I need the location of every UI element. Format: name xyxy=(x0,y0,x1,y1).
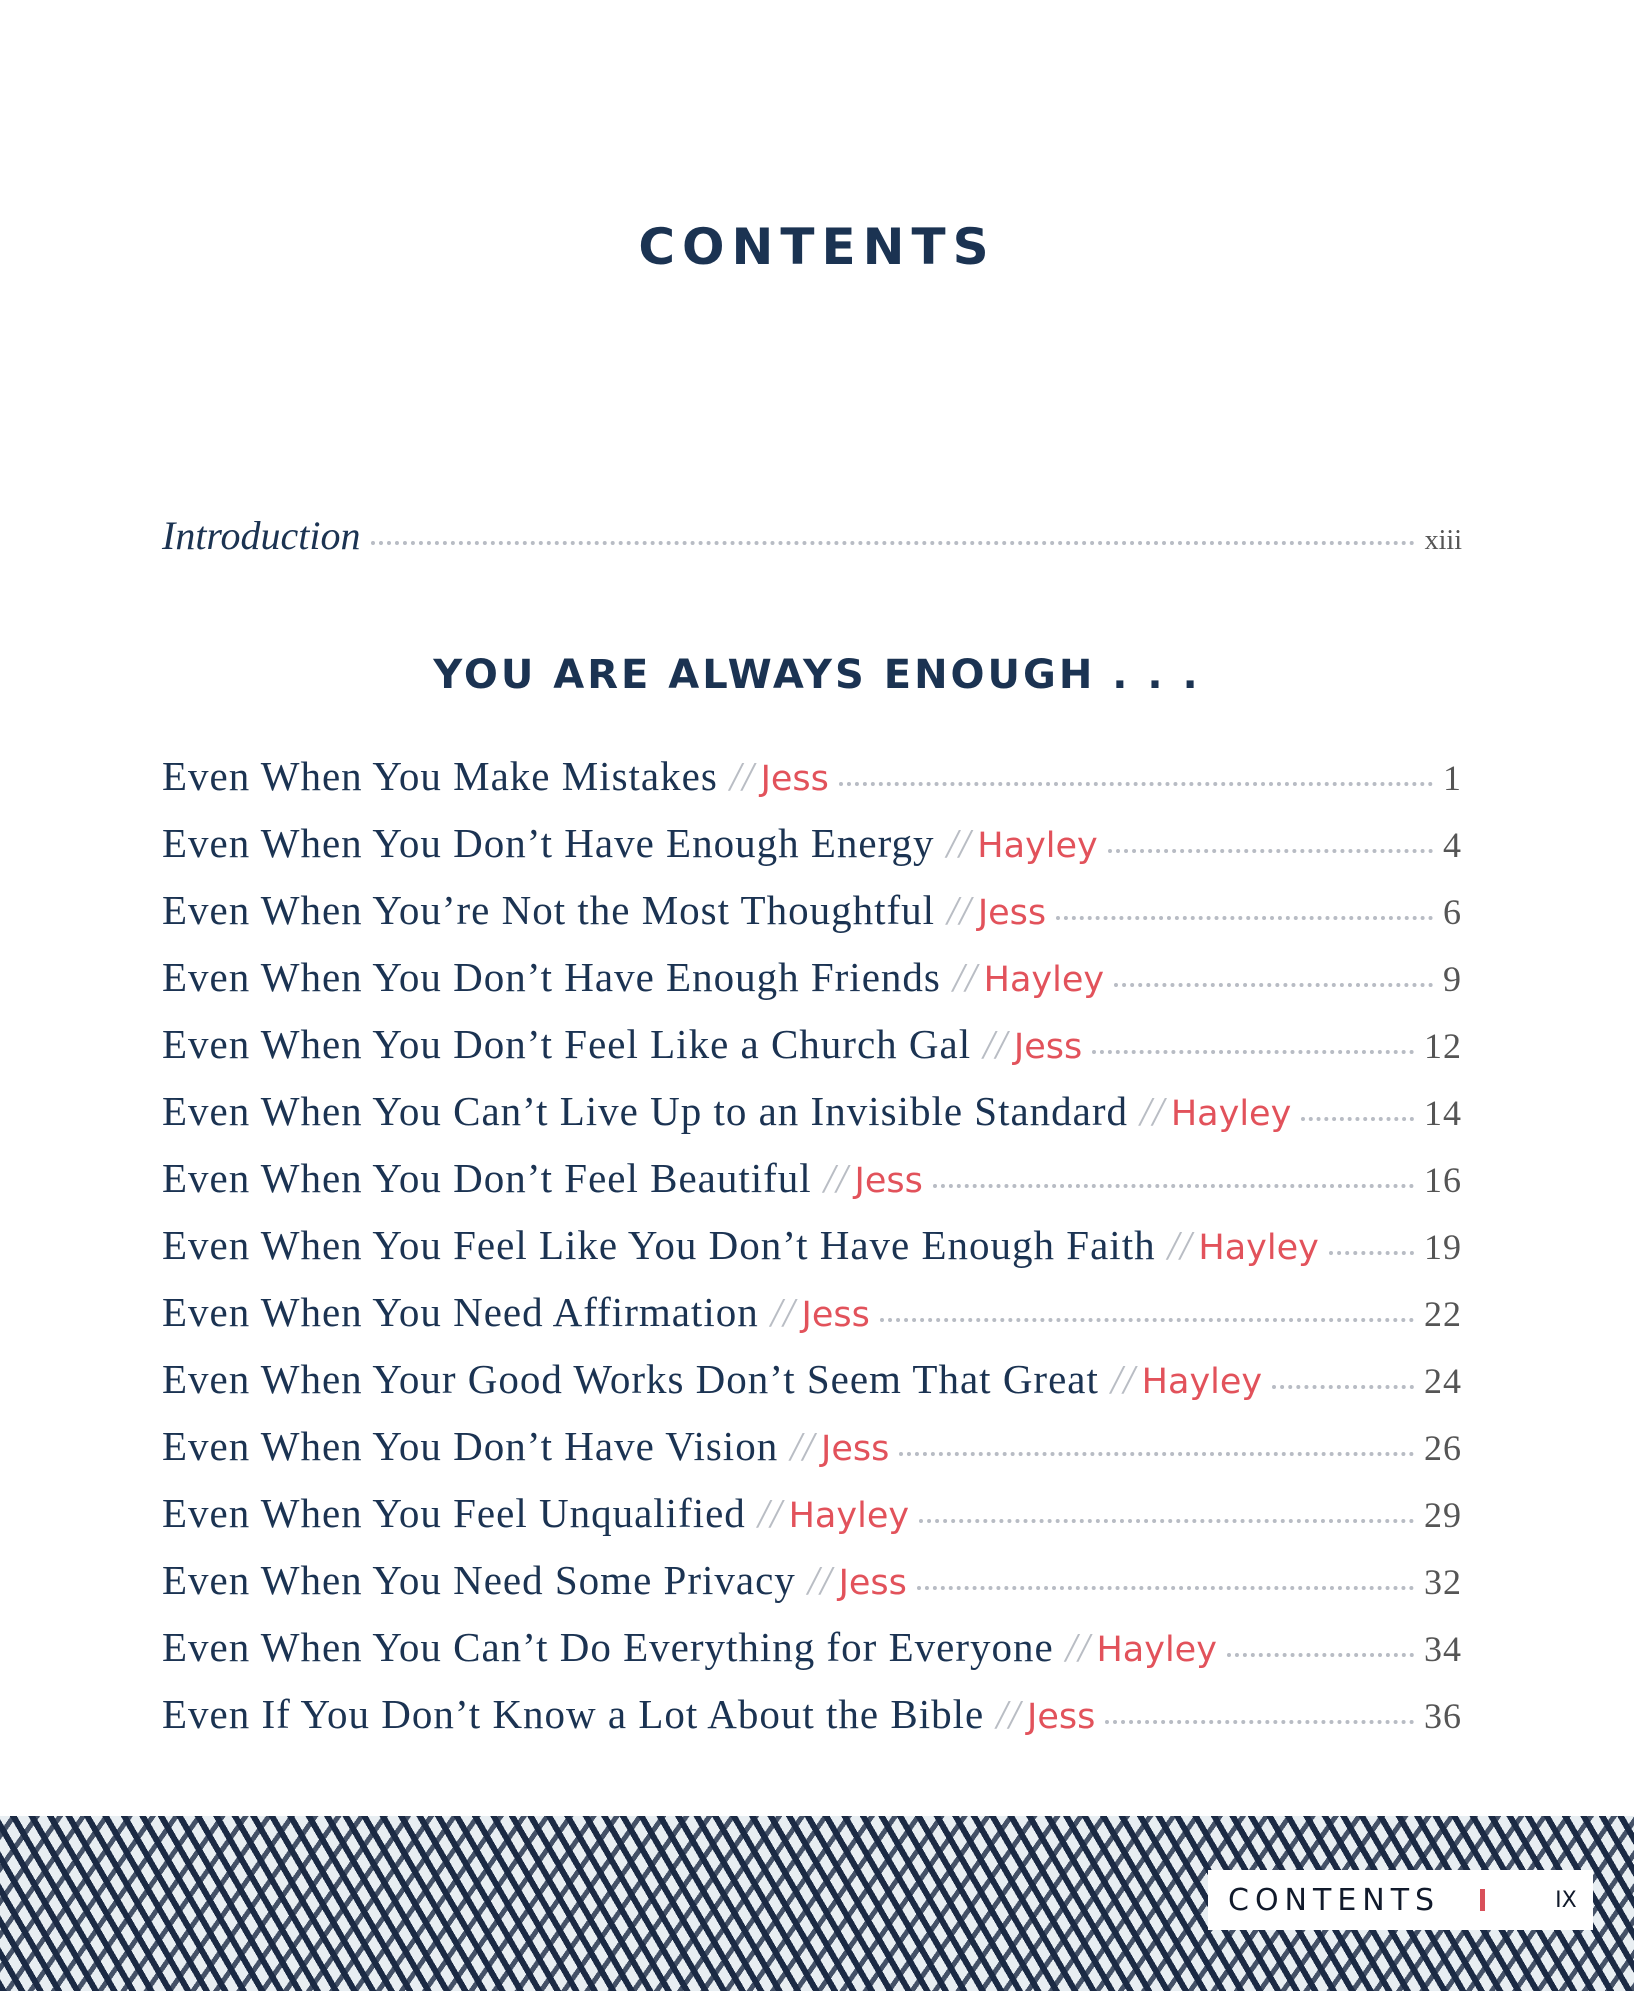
dot-leader xyxy=(899,1452,1414,1456)
footer-divider xyxy=(1480,1889,1485,1911)
entry-title: Even When You Can’t Live Up to an Invisible Standard xyxy=(162,1088,1129,1134)
dot-leader xyxy=(917,1586,1414,1590)
entry-page: 24 xyxy=(1424,1361,1462,1401)
toc-entry-introduction[interactable] xyxy=(162,512,1462,559)
entry-title: Even When You Don’t Feel Like a Church Gal xyxy=(162,1021,972,1067)
entry-author: Jess xyxy=(1013,1027,1083,1067)
dot-leader xyxy=(1329,1251,1414,1255)
separator: // xyxy=(983,1021,1008,1067)
entry-title: Even When You Don’t Have Vision xyxy=(162,1423,779,1469)
entry-author: Jess xyxy=(760,759,829,799)
dot-leader xyxy=(1272,1385,1414,1389)
entry-page: 14 xyxy=(1424,1093,1462,1133)
entry-author: Jess xyxy=(977,893,1047,933)
separator: // xyxy=(952,954,978,1000)
dot-leader xyxy=(1301,1117,1414,1121)
toc-entry[interactable] xyxy=(162,1355,1462,1422)
dot-leader xyxy=(1108,849,1433,853)
toc-entry[interactable] xyxy=(162,1422,1462,1489)
separator: // xyxy=(1140,1088,1165,1134)
entry-title: Even When You Don’t Have Enough Energy xyxy=(162,820,935,866)
dot-leader xyxy=(1105,1720,1414,1724)
toc-entry[interactable] xyxy=(162,1020,1462,1087)
entry-author: Hayley xyxy=(983,960,1105,1000)
entry-page: 4 xyxy=(1443,825,1462,865)
entry-page: 22 xyxy=(1424,1294,1462,1334)
entry-title: Even When You Need Affirmation xyxy=(162,1289,759,1335)
entry-title: Even When You Can’t Do Everything for Everyone xyxy=(162,1624,1054,1670)
separator: // xyxy=(946,820,972,866)
toc-entry[interactable] xyxy=(162,1087,1462,1154)
entry-page: 6 xyxy=(1443,892,1462,932)
separator: // xyxy=(757,1490,783,1536)
separator: // xyxy=(996,1691,1021,1737)
dot-leader xyxy=(1227,1653,1414,1657)
toc-entry[interactable] xyxy=(162,886,1462,953)
dot-leader xyxy=(1092,1050,1414,1054)
separator: // xyxy=(823,1155,849,1201)
dot-leader xyxy=(839,782,1433,786)
entry-page: 32 xyxy=(1424,1562,1462,1602)
entry-title: Introduction xyxy=(162,513,361,558)
entry-title: Even When You Feel Unqualified xyxy=(162,1490,746,1536)
entry-author: Hayley xyxy=(1141,1362,1263,1402)
toc-list xyxy=(162,752,1462,1757)
toc-entry[interactable] xyxy=(162,1154,1462,1221)
entry-author: Jess xyxy=(838,1563,907,1603)
entry-title: Even When You Don’t Have Enough Friends xyxy=(162,954,941,1000)
entry-author: Hayley xyxy=(788,1496,910,1536)
dot-leader xyxy=(1056,916,1433,920)
dot-leader xyxy=(919,1519,1414,1523)
toc-entry[interactable] xyxy=(162,1623,1462,1690)
footer-page-number: IX xyxy=(1555,1887,1577,1913)
entry-title: Even When You Make Mistakes xyxy=(162,753,718,799)
entry-author: Hayley xyxy=(1198,1228,1319,1268)
entry-title: Even When You Need Some Privacy xyxy=(162,1557,796,1603)
toc-entry[interactable] xyxy=(162,752,1462,819)
toc-entry[interactable] xyxy=(162,1489,1462,1556)
separator: // xyxy=(1167,1222,1193,1268)
entry-title: Even When You Don’t Feel Beautiful xyxy=(162,1155,812,1201)
entry-author: Hayley xyxy=(1170,1094,1292,1134)
entry-title: Even If You Don’t Know a Lot About the Bible xyxy=(162,1691,985,1737)
footer-label: CONTENTS xyxy=(1228,1882,1441,1918)
page-title: CONTENTS xyxy=(638,218,996,276)
toc-entry[interactable] xyxy=(162,1221,1462,1288)
toc-entry[interactable] xyxy=(162,1288,1462,1355)
entry-page: 12 xyxy=(1424,1026,1462,1066)
separator: // xyxy=(770,1289,796,1335)
entry-author: Jess xyxy=(801,1295,870,1335)
running-footer xyxy=(1208,1870,1593,1930)
toc-entry[interactable] xyxy=(162,819,1462,886)
entry-author: Jess xyxy=(854,1161,923,1201)
entry-page: 29 xyxy=(1424,1495,1462,1535)
section-heading: YOU ARE ALWAYS ENOUGH . . . xyxy=(433,652,1201,698)
entry-author: Hayley xyxy=(1096,1630,1217,1670)
dot-leader xyxy=(880,1318,1414,1322)
separator: // xyxy=(807,1557,833,1603)
entry-page: 26 xyxy=(1424,1428,1462,1468)
entry-page: xiii xyxy=(1424,525,1462,556)
entry-title: Even When Your Good Works Don’t Seem That Great xyxy=(162,1356,1099,1402)
toc-entry[interactable] xyxy=(162,953,1462,1020)
separator: // xyxy=(1065,1624,1091,1670)
dot-leader xyxy=(1114,983,1433,987)
separator: // xyxy=(729,753,755,799)
entry-page: 1 xyxy=(1443,758,1462,798)
entry-page: 19 xyxy=(1424,1227,1462,1267)
toc-entry[interactable] xyxy=(162,1556,1462,1623)
entry-author: Jess xyxy=(821,1429,890,1469)
separator: // xyxy=(1110,1356,1136,1402)
entry-page: 34 xyxy=(1424,1629,1462,1669)
separator: // xyxy=(790,1423,815,1469)
separator: // xyxy=(947,887,972,933)
entry-page: 16 xyxy=(1424,1160,1462,1200)
entry-title: Even When You’re Not the Most Thoughtful xyxy=(162,887,936,933)
entry-title: Even When You Feel Like You Don’t Have Enough Faith xyxy=(162,1222,1156,1268)
entry-page: 36 xyxy=(1424,1696,1462,1736)
dot-leader xyxy=(933,1184,1414,1188)
entry-page: 9 xyxy=(1443,959,1462,999)
entry-author: Hayley xyxy=(977,826,1098,866)
entry-author: Jess xyxy=(1027,1697,1096,1737)
dot-leader xyxy=(371,541,1415,545)
toc-entry[interactable] xyxy=(162,1690,1462,1757)
